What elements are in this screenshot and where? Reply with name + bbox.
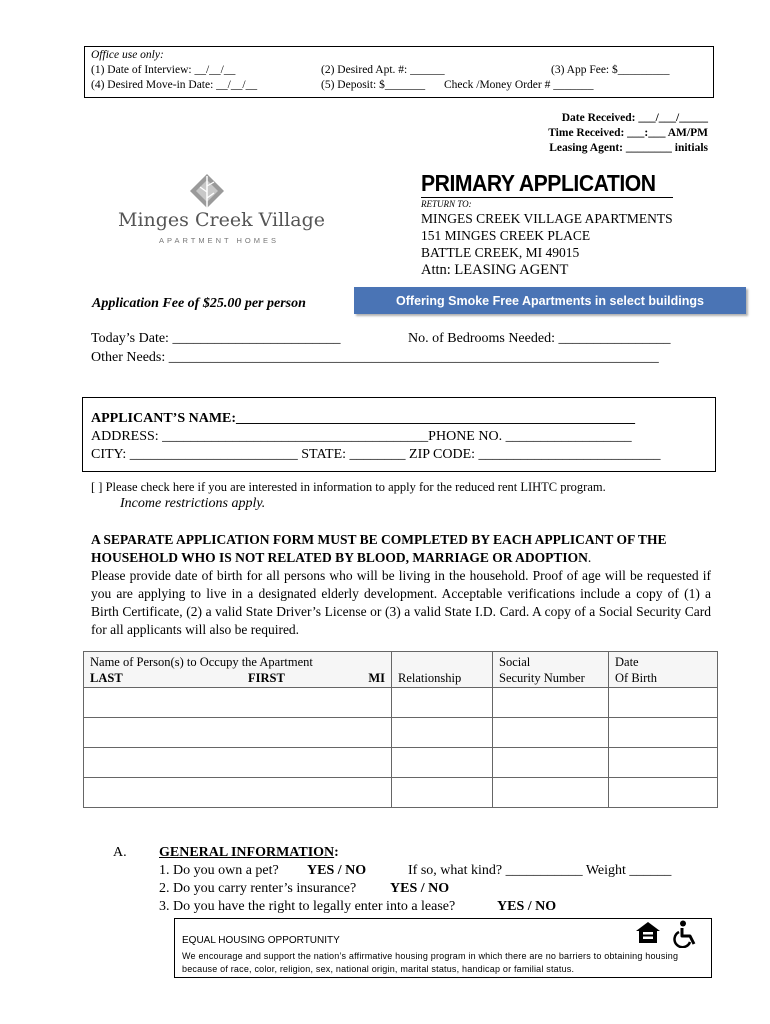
- applicant-box: [82, 397, 716, 472]
- deposit-field[interactable]: (5) Deposit: $_______: [321, 79, 426, 91]
- equal-housing-icon: [635, 921, 661, 945]
- pet-yes-no[interactable]: YES / NO: [307, 863, 367, 878]
- general-info-title: GENERAL INFORMATION: [159, 845, 335, 860]
- mi-header: MI: [368, 671, 385, 685]
- ssn-cell[interactable]: [493, 688, 609, 718]
- todays-date-field[interactable]: Today’s Date: ________________________: [91, 331, 341, 346]
- ssn-header-line-2: Security Number: [499, 671, 585, 685]
- bedrooms-field[interactable]: No. of Bedrooms Needed: ________________: [408, 331, 671, 346]
- leasing-agent[interactable]: Leasing Agent: ________ initials: [549, 142, 708, 154]
- dob-header-line-1: Date: [615, 655, 639, 669]
- ssn-cell[interactable]: [493, 778, 609, 808]
- address-line-2: 151 MINGES CREEK PLACE: [421, 228, 591, 243]
- title-underline: [421, 197, 673, 198]
- dob-header: [609, 652, 718, 688]
- last-header: LAST: [90, 671, 123, 685]
- page-title: PRIMARY APPLICATION: [421, 170, 656, 196]
- address-line-3: BATTLE CREEK, MI 49015: [421, 245, 580, 260]
- table-row: [84, 688, 718, 718]
- applicant-address-field[interactable]: ADDRESS: ______________________________________PHONE NO. __________________: [91, 429, 632, 444]
- address-line-4: Attn: LEASING AGENT: [421, 262, 569, 278]
- office-use-box: [84, 46, 714, 98]
- interview-date-field[interactable]: (1) Date of Interview: __/__/__: [91, 64, 236, 76]
- date-received[interactable]: Date Received: ___/___/_____: [561, 112, 708, 124]
- office-heading: Office use only:: [91, 49, 164, 61]
- relationship-cell[interactable]: [392, 718, 493, 748]
- logo-subtitle: APARTMENT HOMES: [159, 236, 280, 245]
- pet-kind-weight-field[interactable]: If so, what kind? ___________ Weight ______: [408, 863, 672, 878]
- name-header: Name of Person(s) to Occupy the Apartment: [90, 655, 313, 669]
- applicant-city-field[interactable]: CITY: ________________________ STATE: ________ ZIP CODE: __________________________: [91, 447, 661, 462]
- ssn-cell[interactable]: [493, 718, 609, 748]
- name-cell[interactable]: [84, 688, 392, 718]
- return-to-label: RETURN TO:: [421, 199, 472, 209]
- relationship-cell[interactable]: [392, 688, 493, 718]
- ssn-header: [493, 652, 609, 688]
- time-received[interactable]: Time Received: ___:___ AM/PM: [548, 127, 708, 139]
- other-needs-field[interactable]: Other Needs: ______________________________________________________________________: [91, 350, 659, 365]
- table-row: [84, 718, 718, 748]
- persons-table: [83, 651, 718, 808]
- section-letter: A.: [113, 845, 127, 860]
- table-row: [84, 778, 718, 808]
- question-pet: 1. Do you own a pet?: [159, 863, 279, 878]
- equal-housing-text: We encourage and support the nation’s affirmative housing program in which there are no barriers to obtaining housing because of race, color, religion, sex, national origin, marital status, handicap or familial status.: [182, 951, 679, 974]
- name-cell[interactable]: [84, 778, 392, 808]
- name-header-cell: [84, 652, 392, 688]
- app-fee-field[interactable]: (3) App Fee: $_________: [551, 64, 670, 76]
- first-header: FIRST: [248, 671, 285, 685]
- dob-cell[interactable]: [609, 778, 718, 808]
- instructions-paragraph: Please provide date of birth for all persons who will be living in the household. Proof of age will be requested if you are applying to live in a designated elderly development. Acceptable verifications include a copy of (1) a Birth Certificate, (2) a valid State Driver’s License or (3) a valid State I.D. Card. A copy of a Social Security Card for all applicants will also be required.: [91, 568, 711, 637]
- table-header-row: [84, 652, 718, 688]
- relationship-cell[interactable]: [392, 748, 493, 778]
- logo-name: Minges Creek Village: [118, 209, 325, 231]
- dob-cell[interactable]: [609, 748, 718, 778]
- smoke-free-banner: Offering Smoke Free Apartments in select buildings: [354, 287, 746, 314]
- dob-cell[interactable]: [609, 688, 718, 718]
- name-cell[interactable]: [84, 748, 392, 778]
- move-in-date-field[interactable]: (4) Desired Move-in Date: __/__/__: [91, 79, 258, 91]
- relationship-cell[interactable]: [392, 778, 493, 808]
- name-cell[interactable]: [84, 718, 392, 748]
- separate-notice-bold: A SEPARATE APPLICATION FORM MUST BE COMPLETED BY EACH APPLICANT OF THE HOUSEHOLD WHO IS NOT RELATED BY BLOOD, MARRIAGE OR ADOPTION: [91, 532, 667, 565]
- insurance-yes-no[interactable]: YES / NO: [390, 881, 450, 896]
- general-info-heading: [159, 845, 339, 861]
- income-restrictions: Income restrictions apply.: [120, 496, 266, 511]
- equal-housing-title: EQUAL HOUSING OPPORTUNITY: [182, 935, 340, 946]
- separate-application-notice: [91, 531, 711, 567]
- ssn-header-line-1: Social: [499, 655, 531, 669]
- application-fee: Application Fee of $25.00 per person: [92, 296, 306, 311]
- question-insurance: 2. Do you carry renter’s insurance?: [159, 881, 357, 896]
- applicant-name-field[interactable]: APPLICANT’S NAME:_________________________________________________________: [91, 411, 636, 426]
- equal-housing-box: [174, 918, 712, 978]
- check-order-field[interactable]: Check /Money Order # _______: [444, 79, 594, 91]
- dob-cell[interactable]: [609, 718, 718, 748]
- question-lease: 3. Do you have the right to legally enter into a lease?: [159, 899, 456, 914]
- lihtc-checkbox[interactable]: [ ] Please check here if you are interested in information to apply for the reduced rent LIHTC program.: [91, 480, 606, 494]
- general-info-colon: :: [334, 845, 339, 860]
- lease-yes-no[interactable]: YES / NO: [497, 899, 557, 914]
- address-line-1: MINGES CREEK VILLAGE APARTMENTS: [421, 211, 673, 226]
- separate-notice-period: .: [587, 550, 592, 565]
- logo-mark-icon: [188, 172, 226, 212]
- table-row: [84, 748, 718, 778]
- dob-header-line-2: Of Birth: [615, 671, 658, 685]
- ssn-cell[interactable]: [493, 748, 609, 778]
- desired-apt-field[interactable]: (2) Desired Apt. #: ______: [321, 64, 445, 76]
- relationship-header: Relationship: [392, 652, 493, 688]
- wheelchair-icon: [673, 920, 699, 948]
